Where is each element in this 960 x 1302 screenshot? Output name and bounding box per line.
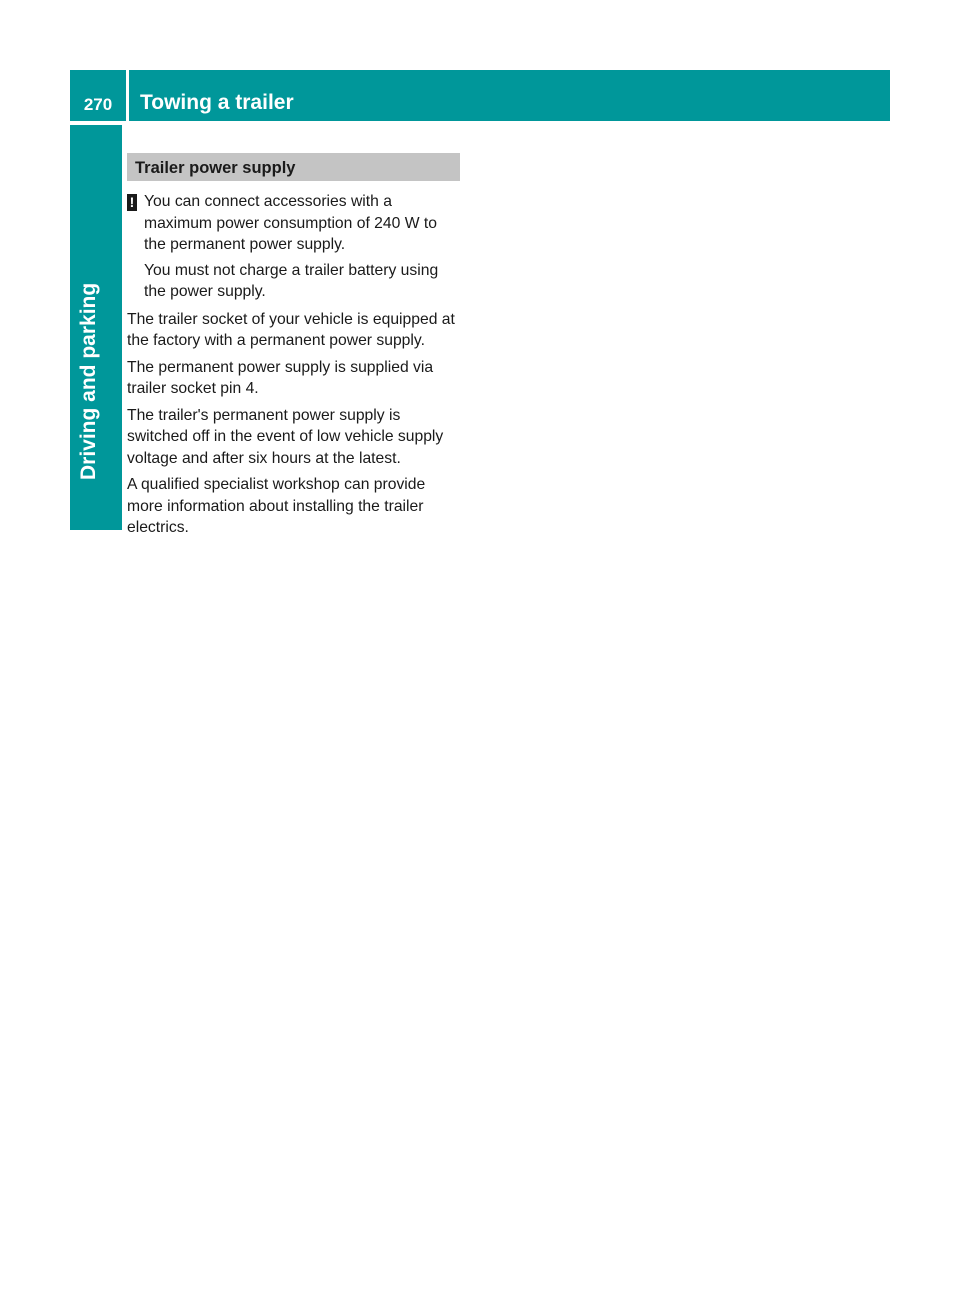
warning-paragraph: You must not charge a trailer battery using the power supply. <box>144 261 439 300</box>
body-paragraph: The permanent power supply is supplied via trailer socket pin 4. <box>127 358 434 397</box>
exclamation-icon: ! <box>127 194 137 211</box>
section-title: Towing a trailer <box>140 91 294 114</box>
side-tab-label: Driving and parking <box>77 282 100 480</box>
body-paragraph: The trailer socket of your vehicle is equipped at the factory with a permanent power supply. <box>127 310 455 349</box>
warning-paragraph: You can connect accessories with a maximum power consumption of 240 W to the permanent power supply. <box>144 193 437 253</box>
header-divider <box>126 70 129 121</box>
warning-note <box>127 191 460 303</box>
page-number: 270 <box>83 95 113 114</box>
content-column <box>127 153 460 539</box>
body-paragraph: The trailer's permanent power supply is switched off in the event of low vehicle supply voltage and after six hours at the latest. <box>127 406 444 467</box>
subsection-heading: Trailer power supply <box>127 153 460 181</box>
body-paragraph: A qualified specialist workshop can provide more information about installing the trailer electrics. <box>127 476 426 536</box>
